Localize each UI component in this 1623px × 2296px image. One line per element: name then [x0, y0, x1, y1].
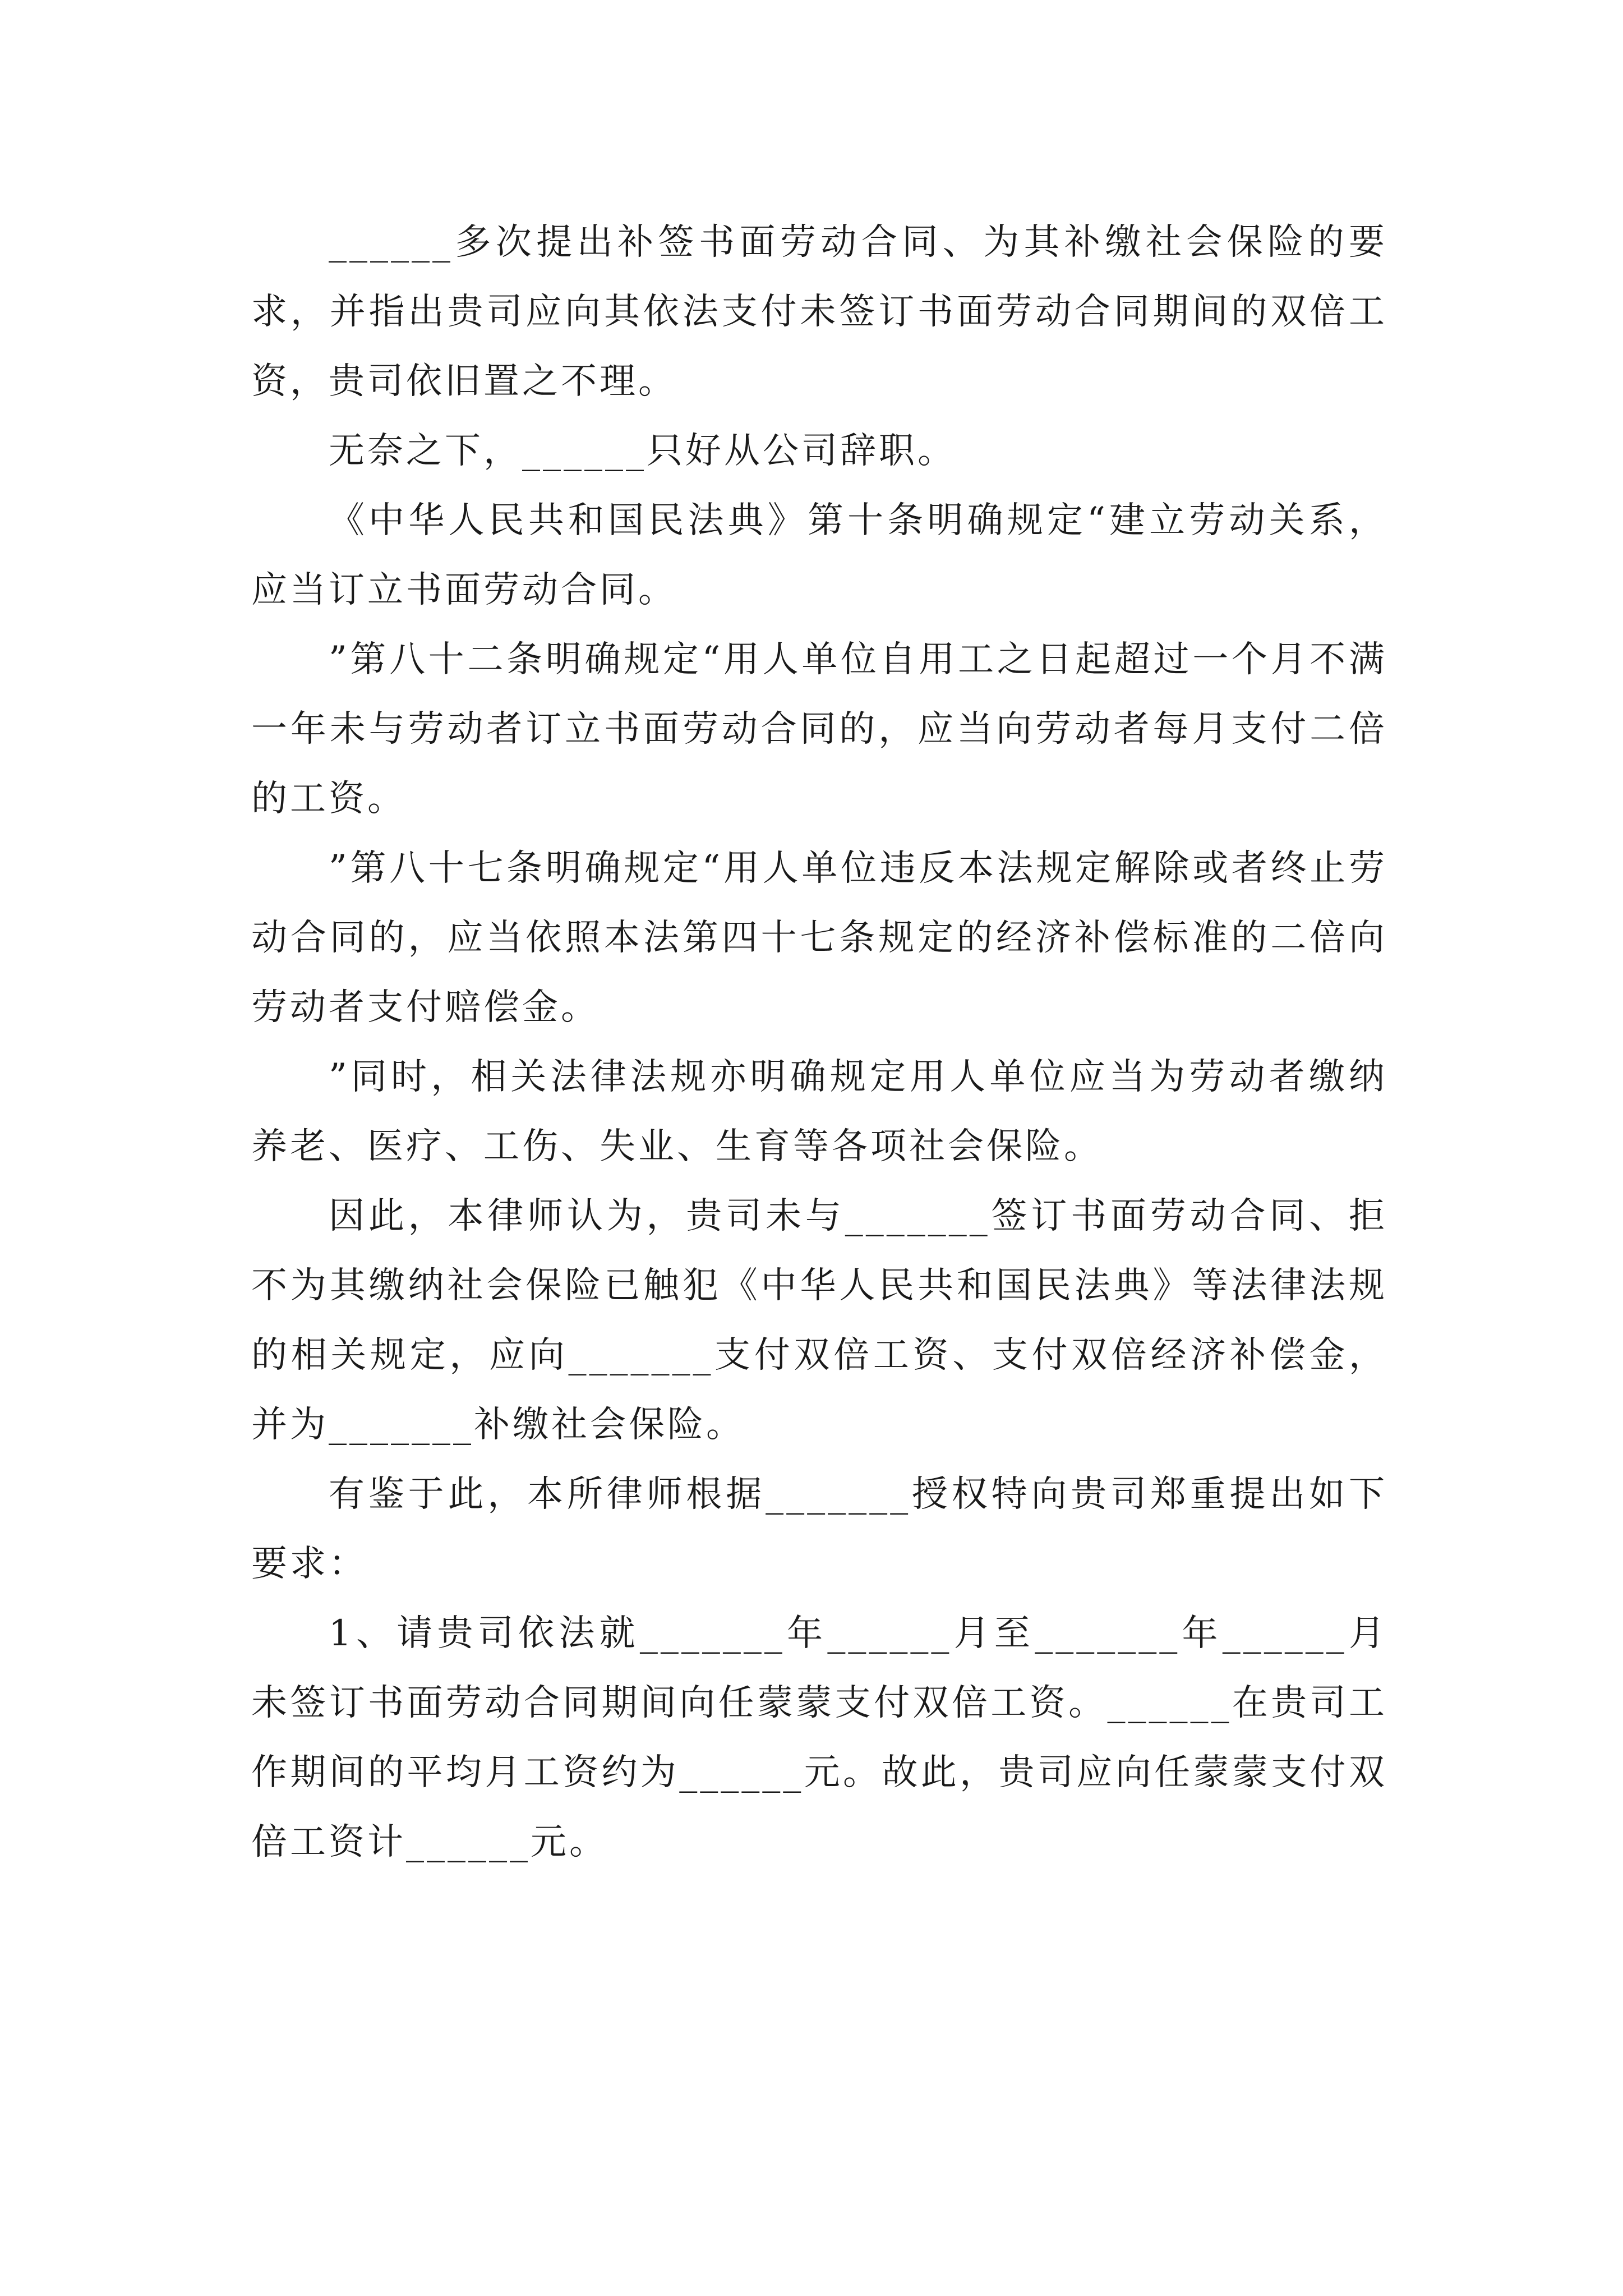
paragraph: 有鉴于此，本所律师根据_______授权特向贵司郑重提出如下要求：	[251, 1474, 1387, 1585]
paragraph: ”同时，相关法律法规亦明确规定用人单位应当为劳动者缴纳养老、医疗、工伤、失业、生育等各项社会保险。	[251, 1056, 1387, 1167]
paragraph: 无奈之下，______只好从公司辞职。	[329, 430, 956, 472]
paragraph: ”第八十七条明确规定“用人单位违反本法规定解除或者终止劳动合同的，应当依照本法第四十七条规定的经济补偿标准的二倍向劳动者支付赔偿金。	[251, 848, 1387, 1028]
paragraph: 因此，本律师认为，贵司未与_______签订书面劳动合同、拒不为其缴纳社会保险已触犯《中华人民共和国民法典》等法律法规的相关规定，应向_______支付双倍工资、支付双倍经济补偿金，并为_______补缴社会保险。	[251, 1195, 1387, 1446]
paragraph: ______多次提出补签书面劳动合同、为其补缴社会保险的要求，并指出贵司应向其依法支付未签订书面劳动合同期间的双倍工资，贵司依旧置之不理。	[251, 222, 1387, 402]
paragraph: ”第八十二条明确规定“用人单位自用工之日起超过一个月不满一年未与劳动者订立书面劳动合同的，应当向劳动者每月支付二倍的工资。	[251, 639, 1387, 820]
paragraph: 《中华人民共和国民法典》第十条明确规定“建立劳动关系，应当订立书面劳动合同。	[251, 500, 1387, 611]
document-body	[251, 208, 1387, 1877]
paragraph: 1、请贵司依法就_______年______月至_______年______月未签订书面劳动合同期间向任蒙蒙支付双倍工资。______在贵司工作期间的平均月工资约为______元。故此，贵司应向任蒙蒙支付双倍工资计______元。	[251, 1613, 1387, 1863]
